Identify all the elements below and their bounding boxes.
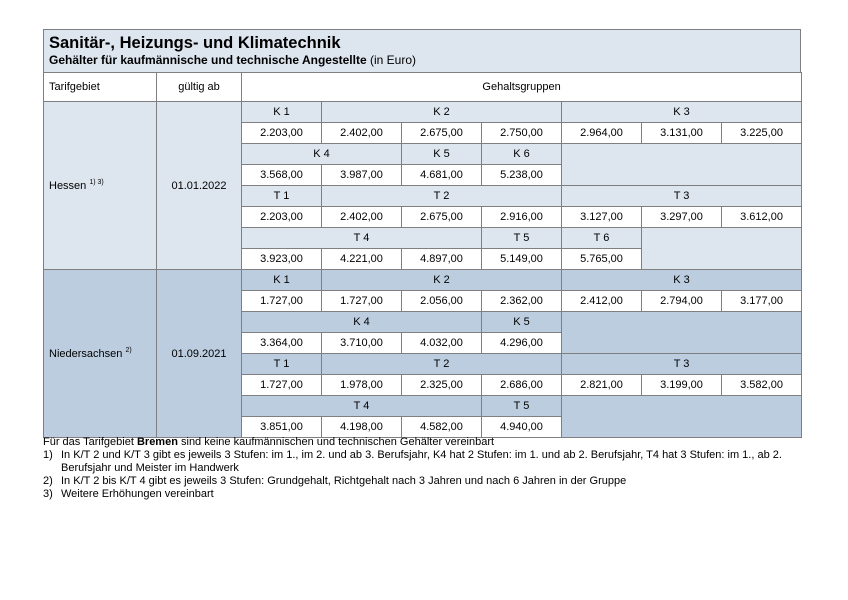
salary-cell: 2.203,00: [242, 123, 322, 144]
subtitle-bold: Gehälter für kaufmännische und technische Angestellte: [49, 53, 367, 67]
region-niedersachsen: [44, 270, 157, 438]
salary-cell: 2.402,00: [322, 207, 402, 228]
group-label-k1: K 1: [242, 270, 322, 291]
group-label-t3: T 3: [562, 354, 802, 375]
group-label-k3: K 3: [562, 270, 802, 291]
group-label-t6: T 6: [562, 228, 642, 249]
footnote-number: 3): [43, 488, 53, 500]
footnote-3: [43, 488, 803, 501]
salary-cell: 3.568,00: [242, 165, 322, 186]
bremen-note-bold: Bremen: [136, 436, 178, 448]
group-label-k3: K 3: [562, 102, 802, 123]
salary-cell: 3.364,00: [242, 333, 322, 354]
footnote-text: Weitere Erhöhungen vereinbart: [61, 488, 214, 500]
salary-cell: 2.964,00: [562, 123, 642, 144]
region-name: Hessen: [49, 180, 87, 192]
group-label-t1: T 1: [242, 186, 322, 207]
salary-cell: 4.296,00: [482, 333, 562, 354]
group-label-k1: K 1: [242, 102, 322, 123]
group-label-t3: T 3: [562, 186, 802, 207]
empty-cell: [562, 312, 802, 354]
salary-document: [43, 29, 801, 438]
salary-cell: 4.221,00: [322, 249, 402, 270]
group-label-k4: K 4: [242, 312, 482, 333]
empty-cell: [642, 228, 802, 270]
title-box: [43, 29, 801, 72]
footnote-text: In K/T 2 und K/T 3 gibt es jeweils 3 Stufen: im 1., im 2. und ab 3. Berufsjahr, K4 hat 2 Stufen: im 1. und ab 2. Berufsjahr, T4 hat 3 Stufen: im 1., ab 2. Berufsjahr und Meister im Handwerk: [61, 449, 782, 474]
salary-cell: 2.686,00: [482, 375, 562, 396]
region-hessen: [44, 102, 157, 270]
salary-cell: 3.582,00: [722, 375, 802, 396]
group-label-t5: T 5: [482, 228, 562, 249]
header-gehaltsgruppen: Gehaltsgruppen: [242, 73, 802, 102]
salary-cell: 2.916,00: [482, 207, 562, 228]
group-label-k2: K 2: [322, 270, 562, 291]
salary-cell: 5.238,00: [482, 165, 562, 186]
salary-cell: 3.177,00: [722, 291, 802, 312]
bremen-note-post: sind keine kaufmännischen und technischen Gehälter vereinbart: [177, 436, 495, 448]
bremen-note: [43, 436, 803, 449]
salary-cell: 3.131,00: [642, 123, 722, 144]
bremen-note-pre: Für das Tarifgebiet: [43, 436, 137, 448]
salary-cell: 4.032,00: [402, 333, 482, 354]
salary-cell: 3.297,00: [642, 207, 722, 228]
salary-table: [43, 72, 802, 438]
salary-cell: 2.412,00: [562, 291, 642, 312]
salary-cell: 2.675,00: [402, 207, 482, 228]
salary-cell: 2.794,00: [642, 291, 722, 312]
salary-cell: 3.225,00: [722, 123, 802, 144]
salary-cell: 5.765,00: [562, 249, 642, 270]
salary-cell: 2.362,00: [482, 291, 562, 312]
group-label-t1: T 1: [242, 354, 322, 375]
group-label-k6: K 6: [482, 144, 562, 165]
salary-cell: 2.821,00: [562, 375, 642, 396]
salary-cell: 2.325,00: [402, 375, 482, 396]
salary-cell: 3.127,00: [562, 207, 642, 228]
salary-cell: 2.675,00: [402, 123, 482, 144]
salary-cell: 3.199,00: [642, 375, 722, 396]
footnote-2: [43, 475, 803, 488]
salary-cell: 5.149,00: [482, 249, 562, 270]
group-label-t5: T 5: [482, 396, 562, 417]
salary-cell: 1.727,00: [242, 291, 322, 312]
footnote-number: 2): [43, 475, 53, 487]
region-name: Niedersachsen: [49, 348, 123, 360]
salary-cell: 2.203,00: [242, 207, 322, 228]
region-footnote-ref: 1) 3): [89, 179, 104, 186]
footnote-text: In K/T 2 bis K/T 4 gibt es jeweils 3 Stufen: Grundgehalt, Richtgehalt nach 3 Jahren und nach 6 Jahren in der Gruppe: [61, 475, 627, 487]
group-label-t2: T 2: [322, 354, 562, 375]
salary-cell: 3.923,00: [242, 249, 322, 270]
salary-cell: 3.612,00: [722, 207, 802, 228]
salary-cell: 2.402,00: [322, 123, 402, 144]
valid-date: 01.09.2021: [157, 270, 242, 438]
group-label-k4: K 4: [242, 144, 402, 165]
salary-cell: 1.727,00: [322, 291, 402, 312]
header-tarifgebiet: Tarifgebiet: [44, 73, 157, 102]
group-label-k5: K 5: [402, 144, 482, 165]
salary-cell: 3.987,00: [322, 165, 402, 186]
group-label-t4: T 4: [242, 396, 482, 417]
salary-cell: 3.710,00: [322, 333, 402, 354]
header-gueltig-ab: gültig ab: [157, 73, 242, 102]
notes-section: [43, 436, 803, 501]
salary-cell: 2.056,00: [402, 291, 482, 312]
group-label-k2: K 2: [322, 102, 562, 123]
group-label-t2: T 2: [322, 186, 562, 207]
salary-cell: 4.198,00: [322, 417, 402, 438]
page-title: Sanitär-, Heizungs- und Klimatechnik: [49, 34, 341, 52]
salary-cell: 4.582,00: [402, 417, 482, 438]
salary-cell: 2.750,00: [482, 123, 562, 144]
footnote-number: 1): [43, 449, 53, 461]
salary-cell: 3.851,00: [242, 417, 322, 438]
page-subtitle: [49, 53, 416, 67]
region-footnote-ref: 2): [125, 347, 132, 354]
group-label-t4: T 4: [242, 228, 482, 249]
group-label-k5: K 5: [482, 312, 562, 333]
footnote-1: [43, 449, 803, 475]
salary-cell: 1.978,00: [322, 375, 402, 396]
salary-cell: 4.940,00: [482, 417, 562, 438]
empty-cell: [562, 144, 802, 186]
salary-cell: 4.681,00: [402, 165, 482, 186]
salary-cell: 4.897,00: [402, 249, 482, 270]
empty-cell: [562, 396, 802, 438]
valid-date: 01.01.2022: [157, 102, 242, 270]
subtitle-unit: (in Euro): [366, 53, 416, 67]
salary-cell: 1.727,00: [242, 375, 322, 396]
